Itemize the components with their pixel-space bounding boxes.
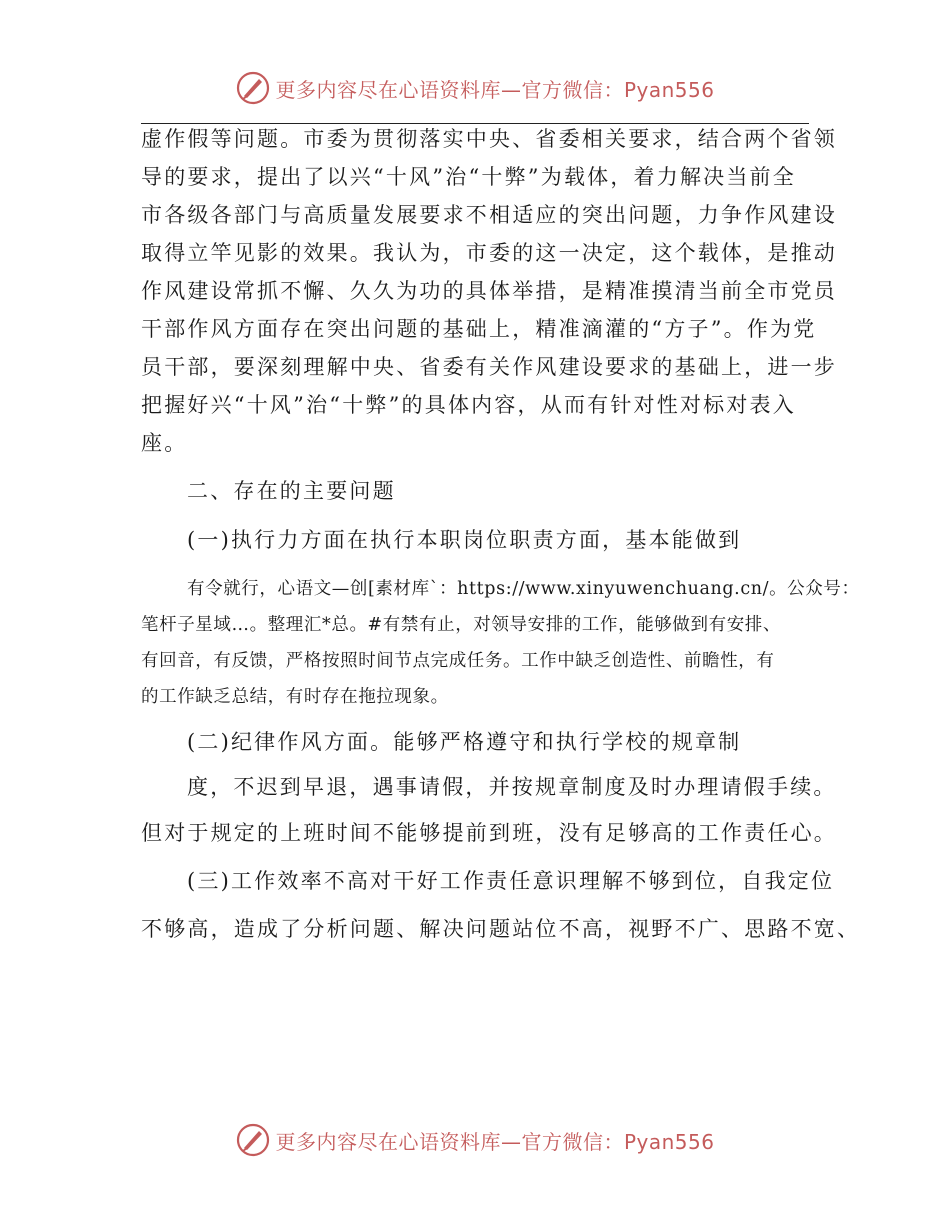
section-heading: 二、存在的主要问题: [187, 479, 396, 503]
header-banner-text: 更多内容尽在心语资料库—官方微信：Pyan556: [275, 77, 715, 102]
paragraph-line: 干部作风方面存在突出问题的基础上，精准滴灌的“方子”。作为党: [141, 317, 817, 341]
subsection-heading: (三)工作效率不高对干好工作责任意识理解不够到位，自我定位: [187, 869, 835, 893]
paragraph-line: 把握好兴“十风”治“十弊”的具体内容，从而有针对性对标对表入: [141, 393, 796, 417]
paragraph-line: 座。: [141, 431, 188, 455]
paragraph-line: 的工作缺乏总结，有时存在拖拉现象。: [141, 687, 449, 707]
paragraph-line: 但对于规定的上班时间不能够提前到班，没有足够高的工作责任心。: [141, 821, 837, 845]
paragraph-line: 有回音，有反馈，严格按照时间节点完成任务。工作中缺乏创造性、前瞻性，有: [141, 651, 775, 671]
quill-logo-icon: [235, 1122, 271, 1158]
paragraph-line: 度，不迟到早退，遇事请假，并按规章制度及时办理请假手续。: [187, 775, 837, 799]
subsection-heading: (一)执行力方面在执行本职岗位职责方面，基本能做到: [187, 528, 742, 552]
paragraph-line: 取得立竿见影的效果。我认为，市委的这一决定，这个载体，是推动: [141, 241, 837, 265]
paragraph-line: 笔杆子星域…。整理汇*总。#有禁有止，对领导安排的工作，能够做到有安排、: [141, 615, 782, 635]
paragraph-line: 导的要求，提出了以兴“十风”治“十弊”为载体，着力解决当前全: [141, 165, 796, 189]
paragraph-line: 虚作假等问题。市委为贯彻落实中央、省委相关要求，结合两个省领: [141, 127, 837, 151]
paragraph-line: 市各级各部门与高质量发展要求不相适应的突出问题，力争作风建设: [141, 203, 837, 227]
paragraph-line: 有令就行，心语文—创[素材库`：https://www.xinyuwenchuang.cn/。公众号：: [187, 579, 860, 599]
paragraph-line: 员干部，要深刻理解中央、省委有关作风建设要求的基础上，进一步: [141, 355, 837, 379]
header-banner: [0, 66, 950, 110]
paragraph-line: 作风建设常抓不懈、久久为功的具体举措，是精准摸清当前全市党员: [141, 279, 837, 303]
paragraph-line: 不够高，造成了分析问题、解决问题站位不高，视野不广、思路不宽、: [141, 917, 861, 941]
quill-logo-icon: [235, 70, 271, 106]
subsection-heading: (二)纪律作风方面。能够严格遵守和执行学校的规章制: [187, 730, 742, 754]
footer-banner: [0, 1118, 950, 1162]
footer-banner-text: 更多内容尽在心语资料库—官方微信：Pyan556: [275, 1129, 715, 1154]
